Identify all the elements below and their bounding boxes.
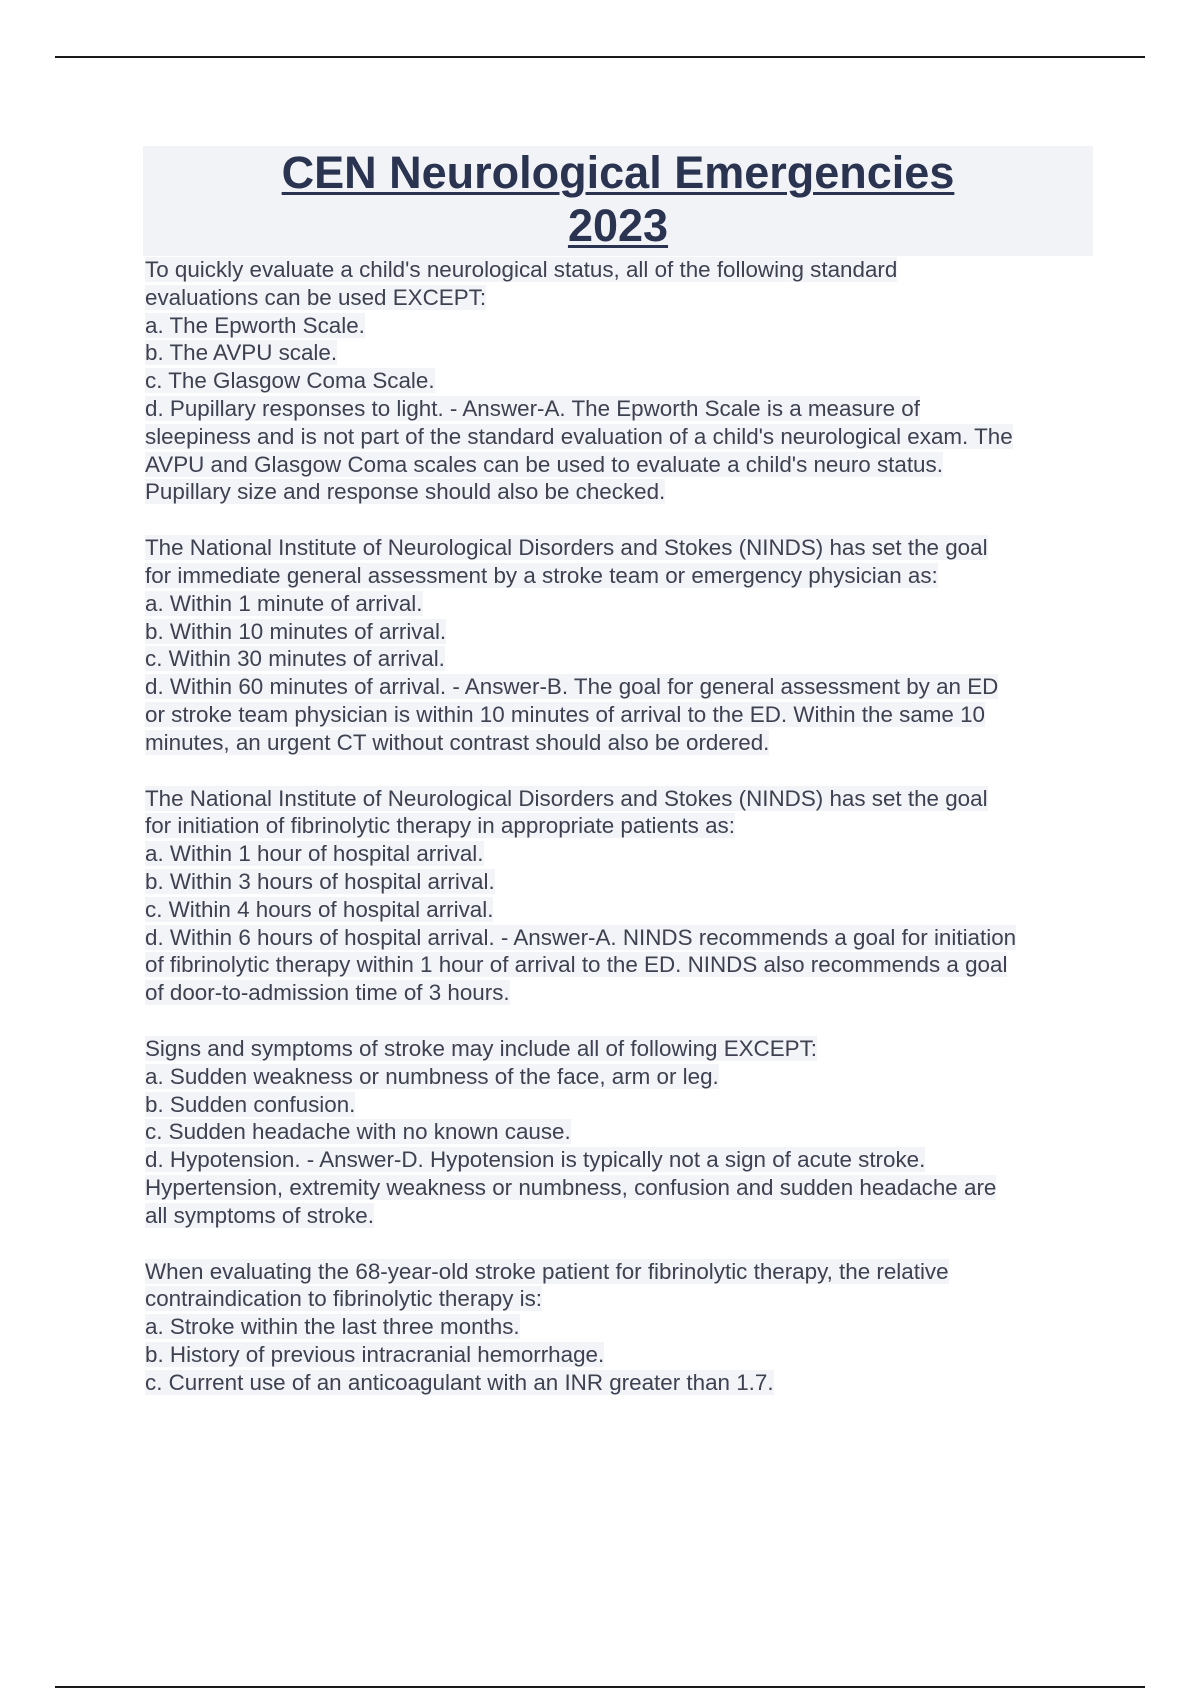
text-line: b. The AVPU scale.: [145, 340, 338, 366]
text-line: AVPU and Glasgow Coma scales can be used to evaluate a child's neuro status.: [145, 451, 943, 477]
question-list: [145, 256, 1095, 1424]
text-line: c. Within 4 hours of hospital arrival.: [145, 896, 494, 922]
text-line: Signs and symptoms of stroke may include all of following EXCEPT:: [145, 1035, 818, 1061]
text-line: c. Current use of an anticoagulant with an INR greater than 1.7.: [145, 1369, 774, 1395]
text-line: all symptoms of stroke.: [145, 1202, 374, 1228]
text-line: for immediate general assessment by a stroke team or emergency physician as:: [145, 562, 938, 588]
text-line: a. Sudden weakness or numbness of the face, arm or leg.: [145, 1063, 719, 1089]
text-line: c. Within 30 minutes of arrival.: [145, 646, 445, 672]
question-block-3: [145, 785, 1095, 1007]
text-line: contraindication to fibrinolytic therapy is:: [145, 1286, 543, 1312]
text-line: sleepiness and is not part of the standard evaluation of a child's neurological exam. The: [145, 423, 1013, 449]
text-line: or stroke team physician is within 10 minutes of arrival to the ED. Within the same 10: [145, 701, 986, 727]
title-line-2: 2023: [567, 200, 669, 251]
text-line: d. Within 6 hours of hospital arrival. - Answer-A. NINDS recommends a goal for initiation: [145, 924, 1017, 950]
question-block-5: [145, 1258, 1095, 1397]
text-line: d. Within 60 minutes of arrival. - Answer-B. The goal for general assessment by an ED: [145, 674, 999, 700]
text-line: The National Institute of Neurological Disorders and Stokes (NINDS) has set the goal: [145, 785, 988, 811]
question-block-1: [145, 256, 1095, 506]
title-block: [143, 146, 1093, 256]
text-line: evaluations can be used EXCEPT:: [145, 284, 487, 310]
text-line: b. History of previous intracranial hemorrhage.: [145, 1341, 605, 1367]
text-line: c. Sudden headache with no known cause.: [145, 1119, 571, 1145]
text-line: a. Within 1 minute of arrival.: [145, 590, 423, 616]
text-line: The National Institute of Neurological Disorders and Stokes (NINDS) has set the goal: [145, 535, 988, 561]
text-line: d. Pupillary responses to light. - Answer-A. The Epworth Scale is a measure of: [145, 395, 920, 421]
text-line: d. Hypotension. - Answer-D. Hypotension is typically not a sign of acute stroke.: [145, 1147, 926, 1173]
top-rule: [55, 56, 1145, 58]
text-line: minutes, an urgent CT without contrast should also be ordered.: [145, 729, 770, 755]
bottom-rule: [55, 1686, 1145, 1688]
text-line: a. Stroke within the last three months.: [145, 1314, 520, 1340]
text-line: When evaluating the 68-year-old stroke patient for fibrinolytic therapy, the relative: [145, 1258, 949, 1284]
text-line: of fibrinolytic therapy within 1 hour of arrival to the ED. NINDS also recommends a goal: [145, 952, 1008, 978]
text-line: a. Within 1 hour of hospital arrival.: [145, 841, 484, 867]
text-line: Pupillary size and response should also be checked.: [145, 479, 666, 505]
text-line: c. The Glasgow Coma Scale.: [145, 368, 435, 394]
text-line: b. Within 3 hours of hospital arrival.: [145, 868, 495, 894]
text-line: Hypertension, extremity weakness or numbness, confusion and sudden headache are: [145, 1174, 997, 1200]
question-block-2: [145, 534, 1095, 756]
title-line-1: CEN Neurological Emergencies: [281, 147, 955, 198]
text-line: b. Sudden confusion.: [145, 1091, 356, 1117]
text-line: a. The Epworth Scale.: [145, 312, 365, 338]
text-line: To quickly evaluate a child's neurological status, all of the following standard: [145, 257, 898, 282]
text-line: b. Within 10 minutes of arrival.: [145, 618, 447, 644]
text-line: for initiation of fibrinolytic therapy in appropriate patients as:: [145, 813, 735, 839]
question-block-4: [145, 1035, 1095, 1230]
page-title: [143, 146, 1093, 252]
text-line: of door-to-admission time of 3 hours.: [145, 980, 510, 1006]
